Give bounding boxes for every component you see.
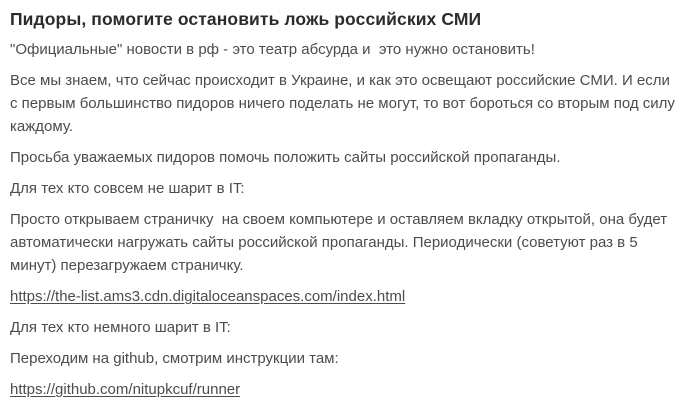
paragraph-section-no-it: Для тех кто совсем не шарит в IT: [10,180,245,197]
post-title: Пидоры, помогите остановить ложь российских СМИ [10,9,482,29]
link-github[interactable]: https://github.com/nitupkcuf/runner [10,381,241,398]
paragraph-context: Все мы знаем, что сейчас происходит в Украине, и как это освещают российские СМИ. И если с первым большинство пидоров ничего поделать не могут, то вот бороться со вторым под силу каждому. [10,72,680,135]
paragraph-instructions-simple: Просто открываем страничку на своем компьютере и оставляем вкладку открытой, она будет автоматически нагружать сайты российской пропаганды. Периодически (советуют раз в 5 минут) перезагружаем страничку. [10,211,672,274]
paragraph-intro: "Официальные" новости в рф - это театр абсурда и это нужно остановить! [10,41,535,58]
paragraph-section-some-it: Для тех кто немного шарит в IT: [10,319,231,336]
link-line-github [10,378,678,401]
link-line-webpage [10,285,678,308]
link-webpage[interactable]: https://the-list.ams3.cdn.digitaloceanspaces.com/index.html [10,288,406,305]
paragraph-request: Просьба уважаемых пидоров помочь положить сайты российской пропаганды. [10,149,561,166]
paragraph-github-intro: Переходим на github, смотрим инструкции там: [10,350,339,367]
